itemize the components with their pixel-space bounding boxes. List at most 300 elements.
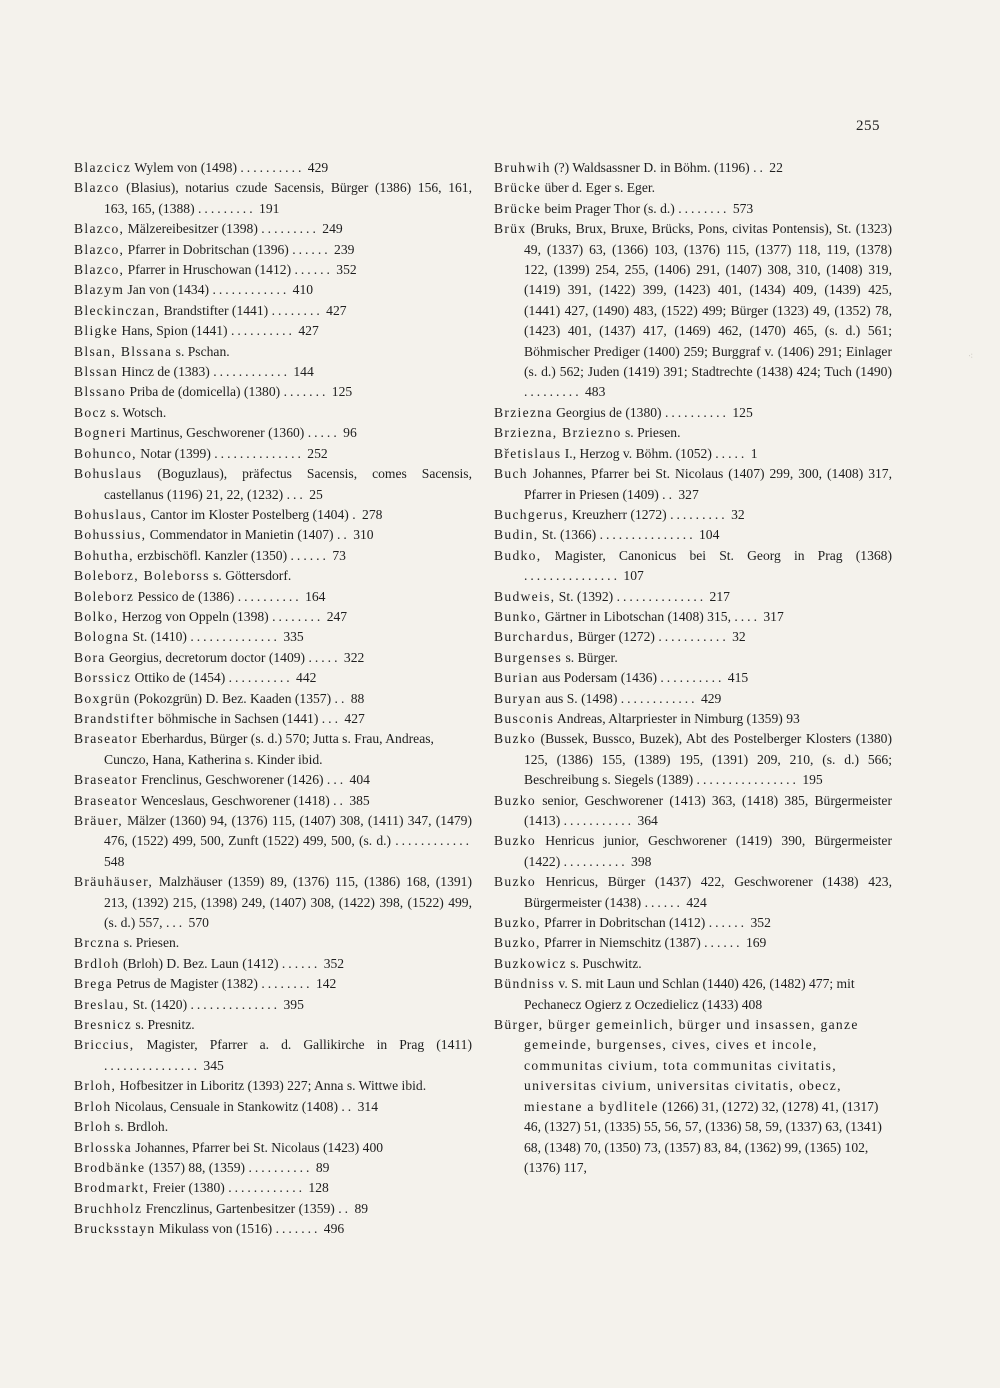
- index-entry: [494, 831, 892, 872]
- index-term: Brloh: [74, 1119, 112, 1135]
- index-entry: [74, 1158, 472, 1178]
- index-entry: [74, 648, 472, 668]
- index-entry: [494, 648, 892, 668]
- index-entry: [74, 770, 472, 790]
- index-entry: [74, 1178, 472, 1198]
- entry-text: Henricus, Bürger (1437) 422, Geschworener (1438) 423, Bürgermeister (1438): [524, 874, 892, 910]
- index-entry: [74, 546, 472, 566]
- entry-text: Wylem von (1498): [131, 160, 241, 175]
- index-entry: [74, 321, 472, 341]
- leader-dots: ............: [212, 282, 290, 298]
- index-term: Borssicz: [74, 670, 132, 686]
- paper-stain: ⁖: [968, 351, 974, 361]
- page-reference: 88: [350, 690, 365, 706]
- entry-text: v. S. mit Laun und Schlan (1440) 426, (1482) 477; mit Pechanecz Ogierz z Oczedielicz (1433) 408: [524, 976, 855, 1012]
- index-term: Brücke: [494, 200, 542, 216]
- entry-text: (Brloh) D. Bez. Laun (1412): [119, 955, 282, 971]
- leader-dots: ........: [261, 976, 313, 992]
- index-term: Brodbänke: [74, 1159, 146, 1175]
- index-term: Bleckinczan,: [74, 302, 161, 318]
- entry-text: Hincz de (1383): [118, 364, 214, 380]
- leader-dots: ........: [272, 608, 324, 624]
- leader-dots: ...............: [104, 1057, 200, 1073]
- index-term: Bligke: [74, 323, 119, 339]
- index-term: Buzko: [494, 874, 536, 890]
- entry-text: Ottiko de (1454): [131, 670, 229, 686]
- leader-dots: ......: [292, 241, 331, 257]
- index-entry: [494, 587, 892, 607]
- leader-dots: .: [352, 506, 359, 522]
- entry-text: St. (1420): [129, 996, 191, 1012]
- leader-dots: ..: [662, 486, 675, 502]
- page-reference: 128: [308, 1180, 329, 1196]
- index-entry: [74, 791, 472, 811]
- index-entry: [494, 607, 892, 627]
- right-index-column: [494, 158, 892, 1178]
- index-term: Bresnicz: [74, 1017, 132, 1033]
- index-entry: [494, 178, 892, 198]
- index-term: Blazcicz: [74, 160, 132, 175]
- page-reference: 483: [585, 384, 606, 400]
- leader-dots: .........: [524, 384, 582, 400]
- page-reference: 25: [309, 486, 323, 502]
- index-term: Blazco,: [74, 262, 125, 278]
- index-term: Brdloh: [74, 955, 120, 971]
- index-entry: [494, 505, 892, 525]
- page-reference: 395: [283, 996, 304, 1012]
- leader-dots: ..: [336, 527, 350, 543]
- page-reference: 548: [104, 853, 125, 869]
- entry-text: I., Herzog v. Böhm. (1052): [561, 445, 716, 461]
- page-reference: 496: [323, 1221, 345, 1237]
- index-entry: [74, 709, 472, 729]
- leader-dots: .........: [670, 506, 728, 522]
- entry-text: Mälzer (1360) 94, (1376) 115, (1407) 308, (1411) 347, (1479) 476, (1522) 499, 500, Zunft (1522) 499, 500, (s. d.): [104, 813, 472, 849]
- page-reference: 352: [323, 955, 345, 971]
- index-entry: [494, 199, 892, 219]
- index-term: Buzkowicz: [494, 955, 567, 971]
- entry-text: (Boguzlaus), präfectus Sacensis, comes Sacensis, castellanus (1196) 21, 22, (1232): [104, 466, 472, 502]
- entry-text: Georgius de (1380): [552, 404, 665, 420]
- entry-text: Eberhardus, Bürger (s. d.) 570; Jutta s. Frau, Andreas, Cunczo, Hana, Katherina s. Kinder ibid.: [104, 731, 434, 767]
- leader-dots: ............: [213, 364, 290, 380]
- index-entry: [74, 689, 472, 709]
- leader-dots: ...: [286, 486, 306, 502]
- index-term: Buzko,: [494, 935, 541, 951]
- page-reference: 410: [292, 282, 314, 298]
- entry-text: (Pokozgrün) D. Bez. Kaaden (1357): [130, 690, 335, 706]
- index-entry: [74, 525, 472, 545]
- leader-dots: .........: [198, 200, 256, 216]
- entry-text: Martinus, Geschworener (1360): [126, 425, 308, 441]
- index-term: Bohutha,: [74, 547, 134, 563]
- page-reference: 73: [332, 547, 346, 563]
- page-reference: 144: [293, 364, 314, 380]
- leader-dots: ..........: [248, 1159, 313, 1175]
- index-entry: [74, 607, 472, 627]
- page-reference: 335: [283, 629, 304, 645]
- index-term: Buzko,: [494, 915, 541, 931]
- index-entry: [74, 423, 472, 443]
- leader-dots: ................: [696, 772, 799, 788]
- index-entry: [74, 587, 472, 607]
- index-entry: [494, 627, 892, 647]
- page-reference: 96: [343, 425, 357, 441]
- page-reference: 429: [700, 690, 722, 706]
- page-reference: 364: [637, 813, 658, 828]
- index-term: Budin,: [494, 527, 539, 543]
- entry-text: Nicolaus, Censuale in Stankowitz (1408): [111, 1098, 342, 1114]
- index-term: Brucksstayn: [74, 1221, 156, 1237]
- leader-dots: .....: [715, 445, 748, 461]
- entry-text: Notar (1399): [136, 445, 215, 461]
- leader-dots: ...: [326, 772, 347, 788]
- entry-text: Pessico de (1386): [134, 588, 238, 604]
- index-term: Boxgrün: [74, 690, 131, 706]
- index-entry: [74, 219, 472, 239]
- index-entry: [74, 811, 472, 872]
- entry-text: Commendator in Manietin (1407): [146, 527, 337, 543]
- index-entry: [74, 1035, 472, 1076]
- leader-dots: .......: [283, 384, 329, 400]
- page-reference: 252: [307, 445, 328, 461]
- index-entry: [74, 872, 472, 933]
- page-reference: 142: [315, 976, 337, 992]
- entry-text: Johannes, Pfarrer bei St. Nicolaus (1423): [131, 1139, 363, 1155]
- index-term: Brodmarkt,: [74, 1180, 150, 1196]
- page-reference: 427: [326, 302, 347, 318]
- index-term: Bogneri: [74, 425, 127, 441]
- index-term: Braseator: [74, 731, 138, 747]
- page-reference: 1: [750, 445, 758, 461]
- leader-dots: ...: [165, 915, 186, 931]
- leader-dots: ..........: [237, 588, 302, 604]
- page-reference: 169: [745, 935, 767, 951]
- index-entry: [494, 933, 892, 953]
- page-reference: 247: [326, 608, 348, 624]
- index-term: Bolko,: [74, 608, 119, 624]
- index-entry: [74, 178, 472, 219]
- entry-text: s. Puschwitz.: [566, 955, 642, 971]
- entry-text: (1357) 88, (1359): [145, 1159, 249, 1175]
- entry-text: Georgius, decretorum doctor (1409): [105, 649, 309, 665]
- page-reference: 164: [305, 588, 326, 604]
- entry-text: (Blasius), notarius czude Sacensis, Bürger (1386) 156, 161, 163, 165, (1388): [104, 180, 472, 216]
- index-term: Burian: [494, 670, 539, 686]
- entry-text: Pfarrer in Niemschitz (1387): [540, 935, 705, 951]
- entry-text: s. Göttersdorf.: [209, 568, 292, 584]
- entry-text: aus Podersam (1436): [538, 670, 661, 686]
- leader-dots: .........: [261, 221, 319, 237]
- leader-dots: ........: [678, 200, 730, 216]
- index-entry: [74, 444, 472, 464]
- page-reference: 385: [349, 792, 370, 808]
- entry-text: Frenczlinus, Gartenbesitzer (1359): [142, 1200, 339, 1216]
- index-entry: [494, 403, 892, 423]
- page-reference: 191: [259, 200, 280, 216]
- page-reference: 89: [315, 1159, 330, 1175]
- page-reference: 249: [322, 221, 343, 237]
- page-reference: 570: [188, 915, 209, 931]
- index-entry: [74, 1076, 472, 1096]
- page-reference: 239: [334, 241, 355, 257]
- entry-text: Pfarrer in Hruschowan (1412): [124, 262, 295, 278]
- index-entry: [494, 546, 892, 587]
- index-entry: [74, 505, 472, 525]
- page-reference: 400: [362, 1139, 384, 1155]
- page-reference: 429: [307, 160, 329, 175]
- leader-dots: ..........: [660, 670, 725, 686]
- page-reference: 322: [343, 649, 365, 665]
- left-index-column: [74, 158, 472, 1240]
- page-reference: 442: [296, 670, 317, 686]
- entry-text: Freier (1380): [149, 1180, 229, 1196]
- entry-text: beim Prager Thor (s. d.): [541, 200, 679, 216]
- leader-dots: ...............: [524, 568, 620, 584]
- index-term: Braseator: [74, 772, 138, 788]
- index-entry: [74, 566, 472, 586]
- index-entry: [74, 974, 472, 994]
- index-term: Bohussius,: [74, 527, 147, 543]
- index-entry: [74, 995, 472, 1015]
- entry-text: Gärtner in Libotschan (1408) 315,: [541, 608, 735, 624]
- leader-dots: ...........: [658, 629, 729, 645]
- index-term: Breslau,: [74, 996, 130, 1012]
- leader-dots: ..............: [190, 629, 280, 645]
- index-term: Bruchholz: [74, 1200, 143, 1216]
- entry-text: Pfarrer in Dobritschan (1412): [540, 915, 709, 931]
- leader-dots: ............: [395, 833, 472, 849]
- index-term: Bohuslaus: [74, 466, 143, 482]
- index-term: Buzko: [494, 833, 536, 849]
- index-entry: [74, 954, 472, 974]
- index-entry: [74, 668, 472, 688]
- entry-text: Pfarrer in Dobritschan (1396): [124, 241, 293, 257]
- entry-text: s. Priesen.: [621, 425, 681, 441]
- index-term: Bräuer,: [74, 813, 123, 828]
- index-term: Brziezna, Brziezno: [494, 425, 622, 441]
- page-reference: 278: [362, 506, 383, 522]
- entry-text: Mikulass von (1516): [155, 1221, 276, 1237]
- leader-dots: ......: [290, 547, 329, 563]
- leader-dots: ..............: [214, 445, 304, 461]
- index-term: Blazym: [74, 282, 125, 298]
- leader-dots: ......: [644, 894, 683, 910]
- index-entry: [494, 464, 892, 505]
- index-term: Bohunco,: [74, 445, 137, 461]
- index-term: Brloh,: [74, 1078, 117, 1094]
- entry-text: Petrus de Magister (1382): [112, 976, 262, 992]
- entry-text: Malzhäuser (1359) 89, (1376) 115, (1386) 168, (1391) 213, (1392) 215, (1398) 249, (1407) 308, (1422) 398, (1522) 499, (s. d.) 557,: [104, 874, 472, 931]
- leader-dots: .....: [308, 649, 341, 665]
- index-term: Boleborz: [74, 588, 135, 604]
- index-entry: [74, 342, 472, 362]
- index-entry: [494, 974, 892, 1015]
- page-reference: 89: [354, 1200, 369, 1216]
- index-term: Brziezna: [494, 404, 553, 420]
- index-term: Bocz: [74, 404, 108, 420]
- index-term: Brega: [74, 976, 113, 992]
- index-entry: [494, 872, 892, 913]
- entry-text: erzbischöfl. Kanzler (1350): [133, 547, 291, 563]
- entry-text: Jan von (1434): [124, 282, 213, 298]
- index-entry: [494, 219, 892, 403]
- leader-dots: ......: [704, 935, 743, 951]
- page-reference: 427: [344, 710, 365, 726]
- entry-text: Wenceslaus, Geschworener (1418): [137, 792, 334, 808]
- index-entry: [74, 158, 472, 178]
- page-reference: 424: [686, 894, 707, 910]
- entry-text: senior, Geschworener (1413) 363, (1418) 385, Bürgermeister (1413): [524, 792, 892, 828]
- entry-text: St. (1410): [129, 629, 191, 645]
- index-entry: [74, 403, 472, 423]
- entry-text: St. (1392): [555, 588, 617, 604]
- index-entry: [74, 1199, 472, 1219]
- index-entry: [74, 1097, 472, 1117]
- index-term: Buch: [494, 466, 528, 482]
- index-term: Blssano: [74, 384, 127, 400]
- page-reference: 314: [357, 1098, 378, 1114]
- index-term: Brlosska: [74, 1139, 132, 1155]
- entry-text: Magister, Pfarrer a. d. Gallikirche in Prag (1411): [134, 1037, 472, 1053]
- page-reference: 310: [353, 527, 374, 543]
- leader-dots: ........: [271, 302, 323, 318]
- entry-text: Priba de (domicella) (1380): [126, 384, 284, 400]
- leader-dots: ...: [321, 710, 341, 726]
- index-term: Blazco,: [74, 241, 125, 257]
- page-reference: 573: [732, 200, 754, 216]
- leader-dots: ..: [334, 690, 348, 706]
- page-reference: 415: [727, 670, 749, 686]
- leader-dots: ..............: [616, 588, 707, 604]
- index-term: Blsan, Blssana: [74, 343, 173, 359]
- index-entry: [494, 689, 892, 709]
- entry-text: böhmische in Sachsen (1441): [154, 710, 322, 726]
- leader-dots: ..: [333, 792, 346, 808]
- index-term: Bündniss: [494, 976, 556, 992]
- leader-dots: ...............: [599, 527, 696, 543]
- entry-text: s. Bürger.: [562, 649, 618, 665]
- index-entry: [494, 709, 892, 729]
- page-reference: 32: [732, 629, 746, 645]
- page-reference: 217: [709, 588, 730, 604]
- index-entry: [494, 668, 892, 688]
- entry-text: St. (1366): [538, 527, 600, 543]
- index-term: Bologna: [74, 629, 130, 645]
- index-entry: [494, 954, 892, 974]
- entry-text: s. Priesen.: [120, 935, 180, 951]
- index-term: Budko,: [494, 547, 542, 563]
- leader-dots: ..: [338, 1200, 352, 1216]
- index-entry: [494, 444, 892, 464]
- page-reference: 104: [699, 527, 720, 543]
- entry-text: Herzog von Oppeln (1398): [118, 608, 273, 624]
- leader-dots: ..........: [240, 160, 305, 175]
- index-term: Buchgerus,: [494, 506, 569, 522]
- entry-text: (?) Waldsassner D. in Böhm. (1196): [550, 160, 754, 175]
- index-entry: [74, 933, 472, 953]
- entry-text: Mälzereibesitzer (1398): [124, 221, 262, 237]
- page-reference: 352: [750, 915, 771, 931]
- entry-text: s. Presnitz.: [131, 1017, 195, 1033]
- entry-text: s. Brdloh.: [111, 1119, 169, 1135]
- entry-text: Brandstifter (1441): [160, 302, 272, 318]
- index-term: Blssan: [74, 364, 119, 380]
- index-entry: [494, 729, 892, 790]
- index-term: Buzko: [494, 731, 536, 747]
- index-entry: [74, 627, 472, 647]
- leader-dots: ......: [708, 915, 748, 931]
- page-reference: 398: [631, 853, 652, 869]
- index-term: Brczna: [74, 935, 121, 951]
- entry-text: (Bussek, Bussco, Buzek), Abt des Postelberger Klosters (1380) 125, (1386) 155, (1389) 195, (1391) 209, 210, (s. d.) 566; Beschreibung s. Siegels (1389): [524, 731, 892, 788]
- page-reference: 32: [731, 506, 745, 522]
- index-term: Brloh: [74, 1098, 112, 1114]
- entry-text: Bürger (1272): [574, 629, 659, 645]
- entry-text: Hans, Spion (1441): [118, 323, 231, 339]
- leader-dots: ..............: [190, 996, 281, 1012]
- leader-dots: ......: [281, 955, 321, 971]
- index-entry: [74, 280, 472, 300]
- index-entry: [74, 301, 472, 321]
- index-entry: [74, 1117, 472, 1137]
- index-entry: [74, 260, 472, 280]
- index-entry: [74, 1138, 472, 1158]
- page-reference: 345: [203, 1057, 224, 1073]
- entry-text: (1266) 31, (1272) 32, (1278) 41, (1317) 46, (1327) 51, (1335) 55, 56, 57, (1336) 58, 59, (1337) 63, (1341) 68, (1348) 70, (1350) 73, (1357) 83, 84, (1362) 99, (1365) 102, (1376) 117,: [524, 1098, 882, 1175]
- entry-text: Johannes, Pfarrer bei St. Nicolaus (1407) 299, 300, (1408) 317, Pfarrer in Priesen (1409): [524, 466, 892, 502]
- index-entry: [494, 1015, 892, 1178]
- page-number: 255: [856, 118, 880, 134]
- entry-text: Cantor im Kloster Postelberg (1404): [147, 506, 353, 522]
- index-term: Briccius,: [74, 1037, 135, 1053]
- page-reference: 107: [623, 568, 644, 584]
- index-term: Bohuslaus,: [74, 506, 148, 522]
- index-entry: [74, 1015, 472, 1035]
- leader-dots: ...........: [563, 813, 635, 828]
- index-term: Brüx: [494, 221, 527, 237]
- index-entry: [74, 464, 472, 505]
- page-reference: 125: [331, 384, 353, 400]
- index-entry: [494, 913, 892, 933]
- index-term: Budweis,: [494, 588, 556, 604]
- index-entry: [74, 382, 472, 402]
- index-term: Buzko: [494, 792, 536, 808]
- leader-dots: ....: [734, 608, 760, 624]
- page-reference: 22: [769, 160, 783, 175]
- index-term: Braseator: [74, 792, 138, 808]
- page-reference: 93: [786, 710, 800, 726]
- index-term: Břetislaus: [494, 445, 562, 461]
- index-term: Busconis: [494, 710, 555, 726]
- leader-dots: ..........: [563, 853, 628, 869]
- index-entry: [494, 791, 892, 832]
- entry-text: s. Wotsch.: [107, 404, 167, 420]
- leader-dots: ............: [228, 1180, 305, 1196]
- entry-text: Henricus junior, Geschworener (1419) 390, Bürgermeister (1422): [524, 833, 892, 869]
- leader-dots: ..........: [664, 404, 729, 420]
- index-term: Bunko,: [494, 608, 542, 624]
- index-term: Brandstifter: [74, 710, 155, 726]
- page-reference: 404: [349, 772, 370, 788]
- entry-text: Magister, Canonicus bei St. Georg in Prag (1368): [541, 547, 892, 563]
- index-term: Bürger, bürger gemeinlich, bürger und insassen, ganze gemeinde, burgenses, cives, cives et incole, communitas civium, tota communitas civitatis, universitas civium, universitas civitatis, obecz, miestane a bydlitele: [494, 1017, 859, 1114]
- index-entry: [494, 158, 892, 178]
- index-term: Blazco,: [74, 221, 125, 237]
- index-entry: [494, 525, 892, 545]
- entry-text: aus S. (1498): [541, 690, 621, 706]
- leader-dots: ......: [294, 262, 333, 278]
